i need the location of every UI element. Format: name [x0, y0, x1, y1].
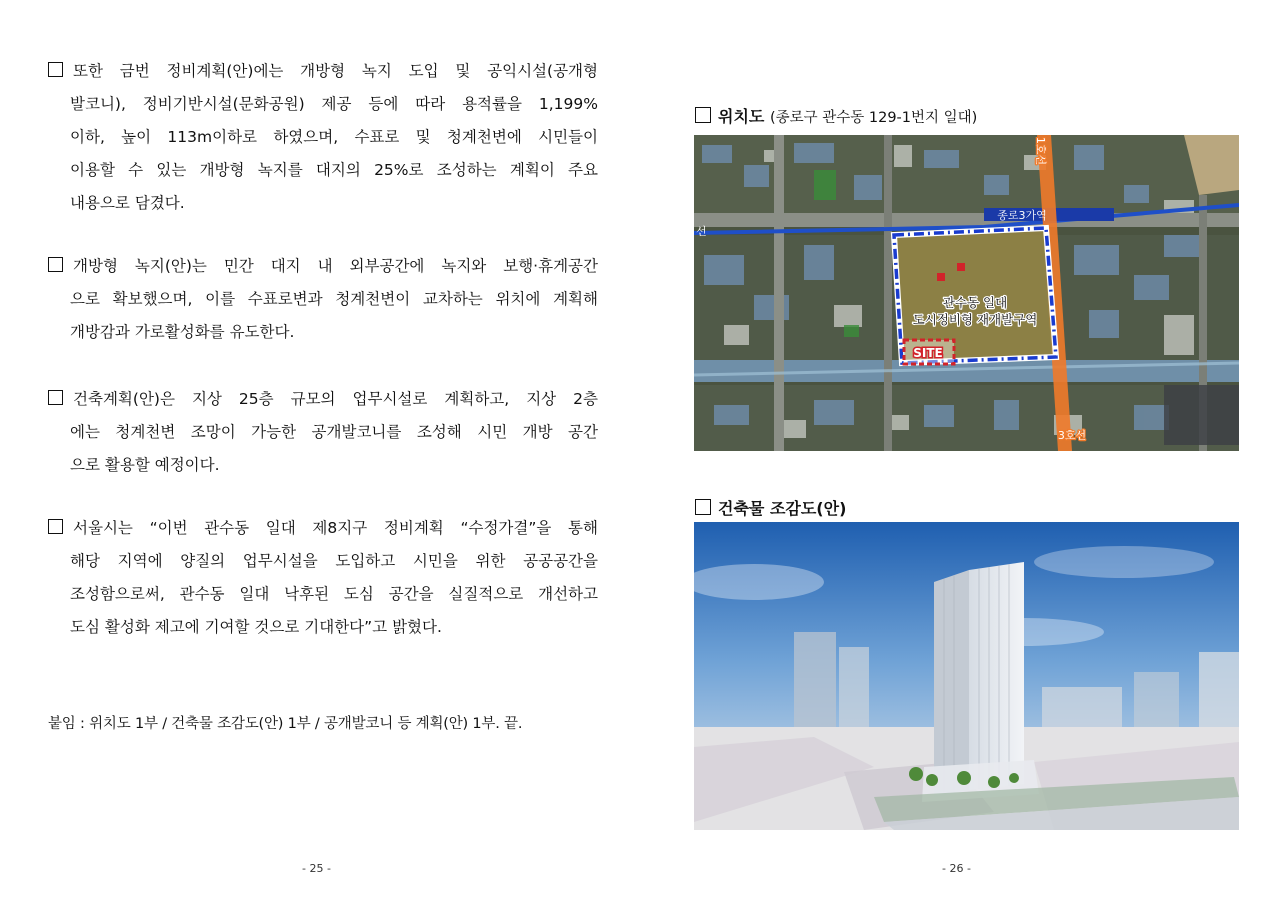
paragraph-line: 도심 활성화 제고에 기여할 것으로 기대한다”고 밝혔다. [70, 618, 442, 636]
map-edge-label: 선 [696, 225, 707, 238]
paragraph-2 [48, 250, 598, 349]
attachment-note: 붙임 : 위치도 1부 / 건축물 조감도(안) 1부 / 공개발코니 등 계획(안) 1부. 끝. [48, 716, 523, 732]
paragraph-line: 에는 청계천변 조망이 가능한 공개발코니를 조성해 시민 개방 공간 [70, 423, 598, 441]
paragraph-line: 발코니), 정비기반시설(문화공원) 제공 등에 따라 용적률을 1,199% [70, 95, 598, 113]
location-map [694, 135, 1239, 451]
page-number: - 25 - [302, 862, 331, 875]
checkbox-bullet-icon [48, 519, 63, 534]
location-heading [695, 104, 977, 127]
line3-label: 3호선 [1057, 429, 1087, 442]
area-label-line2: 도시정비형 재개발구역 [912, 312, 1038, 327]
paragraph-line: 이용할 수 있는 개방형 녹지를 대지의 25%로 조성하는 계획이 주요 [70, 161, 598, 179]
paragraph-line: 으로 확보했으며, 이를 수표로변과 청계천변이 교차하는 위치에 계획해 [70, 290, 598, 308]
paragraph-line: 내용으로 담겼다. [70, 194, 185, 212]
line1-label: 1호선 [1034, 136, 1047, 166]
page-26 [640, 0, 1280, 905]
paragraph-4 [48, 512, 598, 644]
site-label: SITE [913, 346, 943, 360]
checkbox-bullet-icon [48, 62, 63, 77]
render-heading [695, 496, 846, 519]
location-subtitle: (종로구 관수동 129-1번지 일대) [769, 110, 978, 126]
paragraph-line: 서울시는 “이번 관수동 일대 제8지구 정비계획 “수정가결”을 통해 [73, 519, 598, 537]
paragraph-line: 개방형 녹지(안)는 민간 대지 내 외부공간에 녹지와 보행·휴게공간 [73, 257, 598, 275]
area-label-line1: 관수동 일대 [942, 295, 1008, 310]
station-label: 종로3가역 [997, 209, 1047, 222]
checkbox-bullet-icon [48, 390, 63, 405]
paragraph-3 [48, 383, 598, 482]
location-title: 위치도 [718, 107, 765, 126]
paragraph-line: 이하, 높이 113m이하로 하였으며, 수표로 및 청계천변에 시민들이 [70, 128, 598, 146]
paragraph-line: 또한 금번 정비계획(안)에는 개방형 녹지 도입 및 공익시설(공개형 [73, 62, 598, 80]
paragraph-1 [48, 55, 598, 220]
building-rendering [694, 522, 1239, 830]
checkbox-bullet-icon [695, 107, 711, 123]
render-title: 건축물 조감도(안) [718, 499, 847, 518]
page-number: - 26 - [942, 862, 971, 875]
checkbox-bullet-icon [48, 257, 63, 272]
paragraph-line: 해당 지역에 양질의 업무시설을 도입하고 시민을 위한 공공공간을 [70, 552, 598, 570]
paragraph-line: 건축계획(안)은 지상 25층 규모의 업무시설로 계획하고, 지상 2층 [73, 390, 598, 408]
checkbox-bullet-icon [695, 499, 711, 515]
paragraph-line: 조성함으로써, 관수동 일대 낙후된 도심 공간을 실질적으로 개선하고 [70, 585, 598, 603]
paragraph-line: 으로 활용할 예정이다. [70, 456, 220, 474]
paragraph-line: 개방감과 가로활성화를 유도한다. [70, 323, 295, 341]
